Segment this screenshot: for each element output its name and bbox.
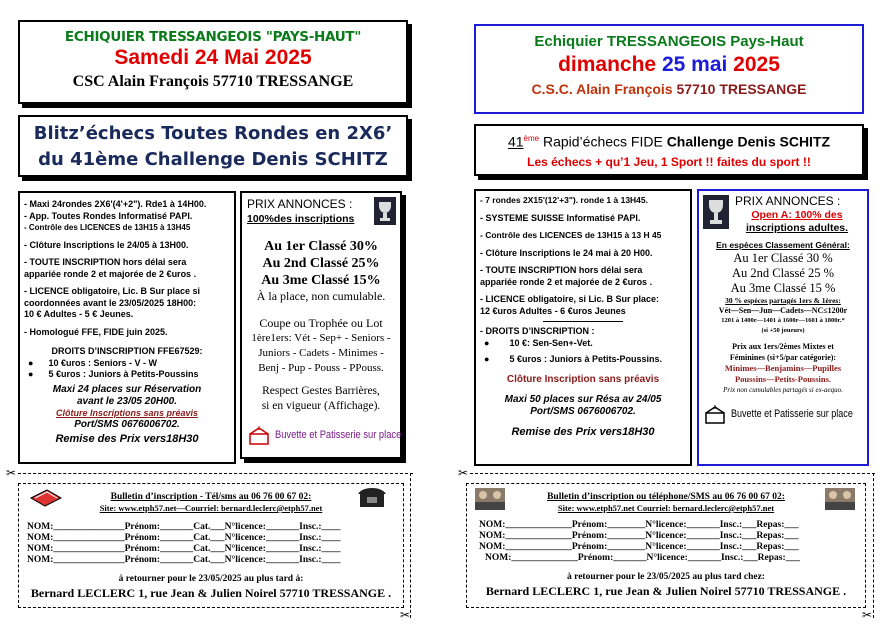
left-info-line: - LICENCE obligatoire, Lic. B Sur place si xyxy=(24,286,201,296)
left-info-line: - TOUTE INSCRIPTION hors délai sera xyxy=(24,257,187,267)
right-remise: Remise des Prix vers18H30 xyxy=(511,425,655,438)
right-prize-3: Au 3me Classé 15 % xyxy=(730,281,836,295)
left-title-box xyxy=(18,115,408,177)
scissors-icon: ✂ xyxy=(400,608,411,622)
right-info-line: - Clôture Inscriptions le 24 mai à 20 H00. xyxy=(480,247,653,258)
left-info-line: - Homologué FFE, FIDE juin 2025. xyxy=(24,326,168,337)
left-info-line: - Clôture Inscriptions le 24/05 à 13H00. xyxy=(24,239,189,250)
right-prize-1: Au 1er Classé 30 % xyxy=(733,251,833,265)
cut-line xyxy=(18,473,413,474)
right-info-line: - TOUTE INSCRIPTION hors délai sera xyxy=(480,265,643,275)
cut-line xyxy=(470,473,875,474)
right-elo: 1201 à 1400r—1401 à 1600r—1601 à 1800r.* xyxy=(721,317,845,324)
left-form-box xyxy=(18,483,404,608)
left-form-address: Bernard LECLERC 1, rue Jean & Julien Noirel 57710 TRESSANGE . xyxy=(30,586,392,600)
left-form-retour: à retourner pour le 23/05/2025 au plus tard à: xyxy=(118,574,304,584)
cake-icon xyxy=(703,403,727,425)
cut-line xyxy=(873,473,874,618)
left-info-line: coordonnées avant le 23/05/2025 18H00: xyxy=(24,297,197,308)
right-info-line: - SYSTEME SUISSE Informatisé PAPI. xyxy=(480,212,641,223)
right-info-line: - Contrôle des LICENCES de 13H15 à 13 H 45 xyxy=(480,230,662,240)
right-partages: 30 % espèces partagés 1ers & 1ères: xyxy=(725,296,841,305)
left-maxi: Maxi 24 places sur Réservation xyxy=(52,383,202,395)
left-droits-item: ● 5 €uros : Juniors à Petits-Poussins xyxy=(28,369,199,379)
right-venue: C.S.C. Alain François 57710 TRESSANGE xyxy=(531,81,807,97)
left-info-box xyxy=(18,191,236,464)
left-categories: 1ère1ers: Vét - Sep+ - Seniors - xyxy=(251,332,391,344)
right-form-row[interactable]: NOM:______________Prénom:________N°licence:_______Insc.:___Repas:___ xyxy=(479,542,799,552)
right-prizes-open: Open A: 100% des xyxy=(751,209,843,221)
right-prizes-box xyxy=(697,189,869,466)
right-buvette: Buvette et Patisserie sur place xyxy=(703,403,863,425)
right-elo2: (si +50 joueurs) xyxy=(761,327,805,334)
right-form-site: Site: www.etph57.net Courriel: bernard.leclerc@etph57.net xyxy=(557,503,775,513)
left-cloture: Clôture Inscriptions sans préavis xyxy=(55,407,199,418)
right-info-line: - LICENCE obligatoire, si Lic. B Sur place: xyxy=(480,294,660,304)
right-droits-item: ● 10 €: Sen-Sen+-Vet. xyxy=(484,337,593,348)
right-form-row[interactable]: NOM:______________Prénom:_______N°licence:_______Insc.:___Repas:___ xyxy=(485,553,800,563)
scissors-icon: ✂ xyxy=(6,466,17,480)
right-title: 41ème Rapid’échecs FIDE Challenge Denis SCHITZ xyxy=(507,133,831,150)
right-form-row[interactable]: NOM:______________Prénom:________N°licence:_______Insc.:___Repas:___ xyxy=(479,520,799,530)
left-info-line: - App. Toutes Rondes Informatisé PAPI. xyxy=(24,210,193,221)
trophy-icon xyxy=(703,195,729,229)
left-form-site: Site: www.etph57.net—Courriel: bernard.leclerc@etph57.net xyxy=(99,503,323,513)
left-info-line: appariée ronde 2 et majorée de 2 €uros . xyxy=(24,268,197,279)
right-maxi: Maxi 50 places sur Résa av 24/05 xyxy=(504,393,662,405)
left-form-row[interactable]: NOM:_______________Prénom:_______Cat.___N°licence:_______Insc.:____ xyxy=(27,555,341,565)
left-event-date: Samedi 24 Mai 2025 xyxy=(114,46,312,69)
left-title-line1: Blitz’échecs Toutes Rondes en 2X6’ xyxy=(33,123,393,144)
left-avant: avant le 23/05 20H00. xyxy=(76,395,178,407)
left-info-line: 10 € Adultes - 5 € Jeunes. xyxy=(24,309,134,319)
left-port: Port/SMS 0676006702. xyxy=(74,418,180,430)
right-lots: Prix aux 1ers/2èmes Mixtes et xyxy=(732,342,834,351)
right-info-line: - 7 rondes 2X15'(12'+3"). ronde 1 à 13H45. xyxy=(480,195,648,205)
right-slogan: Les échecs + qu’1 Jeu, 1 Sport !! faites du sport !! xyxy=(527,154,811,169)
left-respect: si en vigueur (Affichage). xyxy=(261,400,381,412)
right-prizes-general: En espèces Classement Général: xyxy=(716,240,850,250)
chess-players-icon xyxy=(825,488,855,510)
left-form-row[interactable]: NOM:_______________Prénom:_______Cat.___N°licence:_______Insc.:____ xyxy=(27,533,341,543)
left-categories: Benj - Pup - Pouss - PPouss. xyxy=(258,362,384,374)
left-place: À la place, non cumulable. xyxy=(256,289,386,303)
left-info-line: - Maxi 24rondes 2X6'(4'+2"). Rde1 à 14H00. xyxy=(24,199,207,209)
right-event-date: dimanche 25 mai 2025 xyxy=(558,53,780,76)
right-prize-2: Au 2nd Classé 25 % xyxy=(731,266,835,280)
left-prize-1: Au 1er Classé 30% xyxy=(264,239,378,254)
right-lots: Féminines (si+5/par catégorie): xyxy=(729,353,837,362)
right-prizes-title: PRIX ANNONCES : xyxy=(735,194,841,208)
left-prizes-title: PRIX ANNONCES : xyxy=(247,197,353,211)
left-prizes-sub: 100%des inscriptions xyxy=(247,213,355,225)
phone-icon xyxy=(357,486,387,513)
left-form-row[interactable]: NOM:_______________Prénom:_______Cat.___N°licence:_______Insc.:____ xyxy=(27,544,341,554)
left-title-line2: du 41ème Challenge Denis SCHITZ xyxy=(38,149,388,170)
left-droits-item: ● 10 €uros : Seniors - V - W xyxy=(28,357,157,368)
right-title-box xyxy=(474,124,864,176)
scissors-icon: ✂ xyxy=(458,466,469,480)
right-form-retour: à retourner pour le 23/05/2025 au plus tard chez: xyxy=(567,572,765,582)
left-header-box xyxy=(18,20,408,104)
scissors-icon: ✂ xyxy=(862,608,873,622)
left-prize-3: Au 3me Classé 15% xyxy=(261,273,381,288)
left-remise: Remise des Prix vers18H30 xyxy=(55,432,199,445)
right-prizes-open2: inscriptions adultes. xyxy=(745,222,849,234)
cut-line xyxy=(410,473,411,618)
left-prizes-box xyxy=(240,191,402,459)
right-port: Port/SMS 0676006702. xyxy=(530,405,636,417)
left-respect: Respect Gestes Barrières, xyxy=(262,385,380,397)
left-coupe: Coupe ou Trophée ou Lot xyxy=(259,316,383,330)
right-droits-item: ● 5 €uros : Juniors à Petits-Poussins. xyxy=(484,354,662,364)
right-cats: Vét—Sen—Jun—Cadets—NC≤1200r xyxy=(718,306,848,315)
right-form-address: Bernard LECLERC 1, rue Jean & Julien Noirel 57710 TRESSANGE . xyxy=(485,584,847,598)
right-form-box xyxy=(466,483,866,608)
right-noncum: Prix non cumulables partagés si ex-aequo. xyxy=(723,386,843,394)
right-info-line: appariée ronde 2 et majorée de 2 €uros . xyxy=(480,276,653,287)
right-droits-title: - DROITS D’INSCRIPTION : xyxy=(480,326,595,336)
left-droits-title: DROITS D’INSCRIPTION FFE67529: xyxy=(51,346,203,356)
left-club-name: ECHIQUIER TRESSANGEOIS "PAYS-HAUT" xyxy=(64,29,362,45)
right-info-line: 12 €uros Adultes - 6 €uros Jeunes xyxy=(480,305,626,316)
right-form-row[interactable]: NOM:______________Prénom:________N°licence:_______Insc.:___Repas:___ xyxy=(479,531,799,541)
left-buvette: Buvette et Patisserie sur place xyxy=(247,424,395,446)
left-form-title: Bulletin d’inscription - Tél/sms au 06 76 00 67 02: xyxy=(110,492,312,502)
chess-players-icon xyxy=(475,488,505,510)
right-lots: Poussins—Petits-Poussins. xyxy=(734,374,832,384)
divider xyxy=(543,321,623,322)
left-form-row[interactable]: NOM:_______________Prénom:_______Cat.___N°licence:_______Insc.:____ xyxy=(27,522,341,532)
right-header-box xyxy=(474,24,864,114)
trophy-icon xyxy=(374,197,396,225)
cake-icon xyxy=(247,424,271,446)
right-club-name: Echiquier TRESSANGEOIS Pays-Haut xyxy=(534,33,804,50)
right-cloture: Clôture Inscription sans préavis xyxy=(506,373,660,385)
right-lots: Minimes—Benjamins—Pupilles xyxy=(724,363,842,373)
right-form-title: Bulletin d’inscription ou téléphone/SMS au 06 76 00 67 02: xyxy=(547,492,785,502)
ticket-icon xyxy=(29,488,63,513)
left-venue: CSC Alain François 57710 TRESSANGE xyxy=(72,73,354,90)
left-categories: Juniors - Cadets - Minimes - xyxy=(258,347,384,359)
left-info-line: - Contrôle des LICENCES de 13H15 à 13H45 xyxy=(24,223,191,232)
right-info-box xyxy=(474,189,692,466)
left-prize-2: Au 2nd Classé 25% xyxy=(262,256,380,271)
